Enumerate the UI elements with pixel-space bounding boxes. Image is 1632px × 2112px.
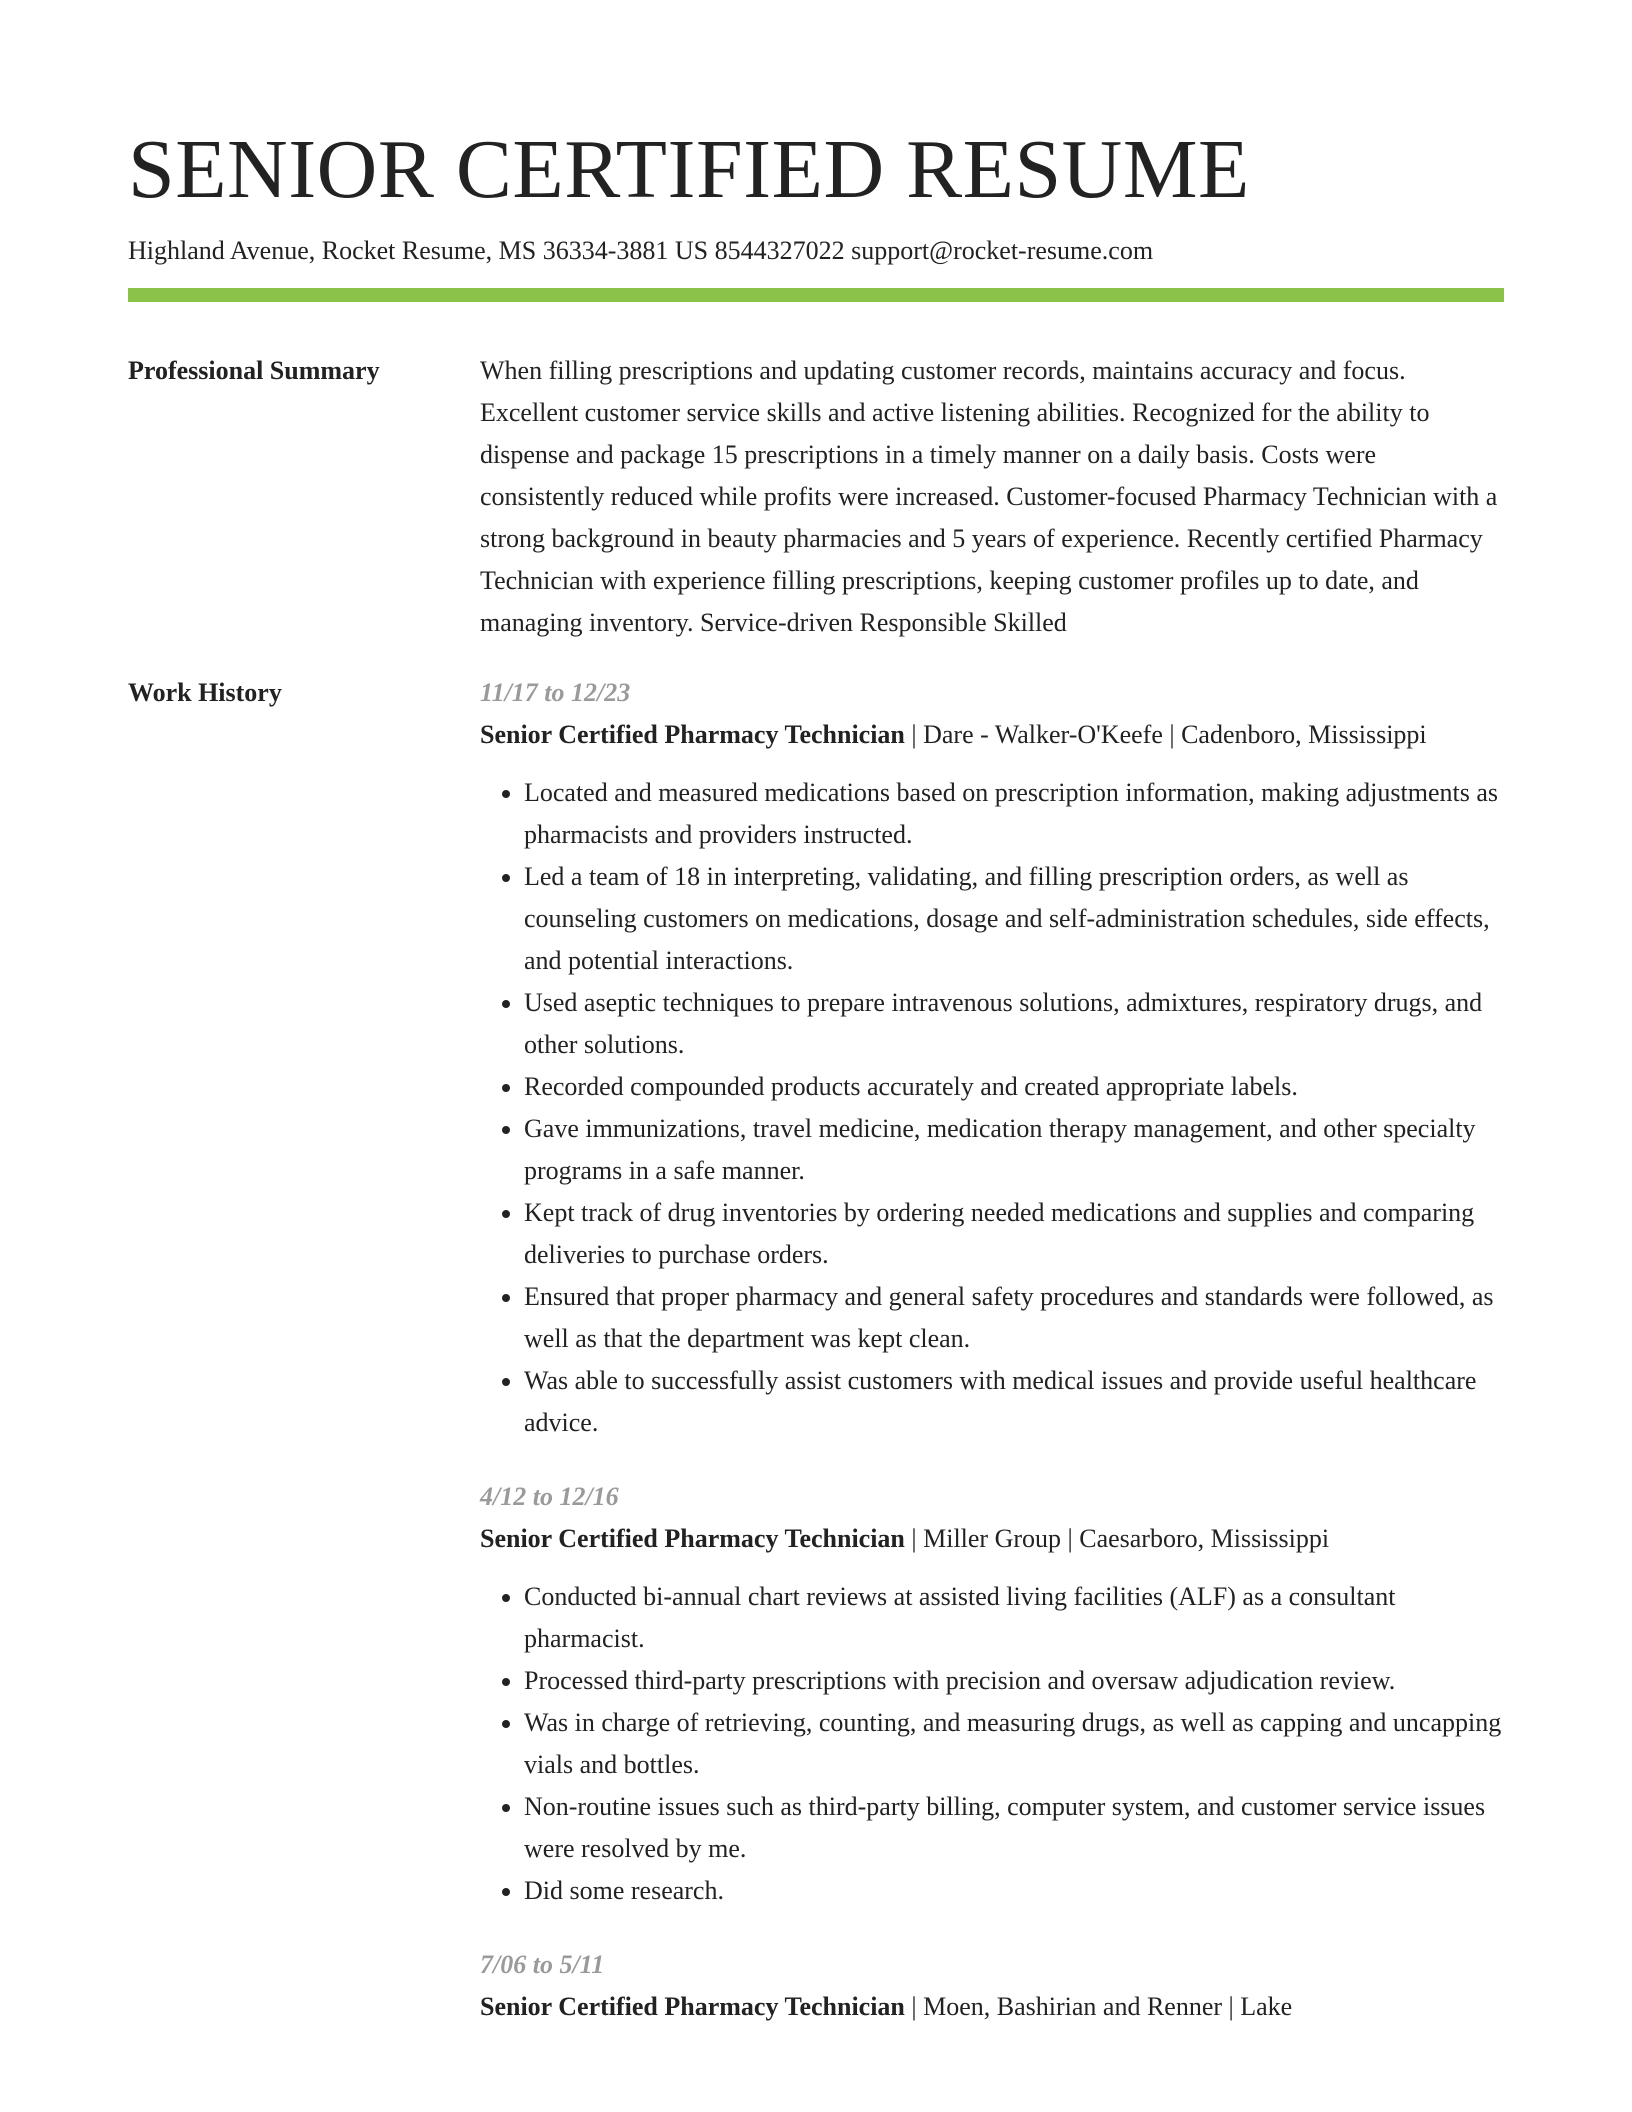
contact-info: Highland Avenue, Rocket Resume, MS 36334-3881 US 8544327022 support@rocket-resume.com [128, 236, 1154, 265]
job-details: | Miller Group | Caesarboro, Mississippi [904, 1524, 1330, 1553]
job-entry [480, 1944, 1504, 2028]
job-entry [480, 1476, 1504, 1912]
job-heading [480, 1518, 1504, 1560]
job-bullet: • Gave immunizations, travel medicine, medication therapy management, and other specialty programs in a safe manner. [524, 1108, 1504, 1192]
job-bullet: • Processed third-party prescriptions with precision and oversaw adjudication review. [524, 1660, 1504, 1702]
job-entry [480, 672, 1504, 1444]
job-bullet: • Led a team of 18 in interpreting, validating, and filling prescription orders, as well as counseling customers on medications, dosage and self-administration schedules, side effects, and potential interactions. [524, 856, 1504, 982]
section-label-work-history: Work History [128, 678, 282, 707]
job-bullet: • Was in charge of retrieving, counting, and measuring drugs, as well as capping and uncapping vials and bottles. [524, 1702, 1504, 1786]
job-bullet: • Used aseptic techniques to prepare intravenous solutions, admixtures, respiratory drugs, and other solutions. [524, 982, 1504, 1066]
work-history-list [480, 672, 1504, 2060]
work-history-section [128, 672, 1504, 2060]
job-bullet: • Was able to successfully assist customers with medical issues and provide useful healthcare advice. [524, 1360, 1504, 1444]
job-title: Senior Certified Pharmacy Technician [480, 1992, 905, 2021]
job-details: | Moen, Bashirian and Renner | Lake [904, 1992, 1293, 2021]
job-title: Senior Certified Pharmacy Technician [480, 720, 905, 749]
header-divider [128, 288, 1504, 302]
job-bullet: • Located and measured medications based on prescription information, making adjustments as pharmacists and providers instructed. [524, 772, 1504, 856]
job-dates: 11/17 to 12/23 [480, 678, 631, 707]
summary-text: When filling prescriptions and updating customer records, maintains accuracy and focus. Excellent customer service skills and active listening abilities. Recognized for the ability to dispense and package 15 prescriptions in a timely manner on a daily basis. Costs were consistently reduced while profits were increased. Customer-focused Pharmacy Technician with a strong background in beauty pharmacies and 5 years of experience. Recently certified Pharmacy Technician with experience filling prescriptions, keeping customer profiles up to date, and managing inventory. Service-driven Responsible Skilled [480, 356, 1498, 637]
resume-page [128, 0, 1504, 2060]
job-bullet: • Non-routine issues such as third-party billing, computer system, and customer service issues were resolved by me. [524, 1786, 1504, 1870]
job-heading [480, 1986, 1504, 2028]
job-bullet: • Recorded compounded products accurately and created appropriate labels. [524, 1066, 1504, 1108]
job-details: | Dare - Walker-O'Keefe | Cadenboro, Mississippi [904, 720, 1427, 749]
job-title: Senior Certified Pharmacy Technician [480, 1524, 905, 1553]
job-heading [480, 714, 1504, 756]
job-dates: 4/12 to 12/16 [480, 1482, 619, 1511]
job-bullet: • Ensured that proper pharmacy and general safety procedures and standards were followed, as well as that the department was kept clean. [524, 1276, 1504, 1360]
job-bullet: • Kept track of drug inventories by ordering needed medications and supplies and comparing deliveries to purchase orders. [524, 1192, 1504, 1276]
professional-summary-section [128, 350, 1504, 644]
job-bullets [480, 772, 1504, 1444]
job-bullet: • Conducted bi-annual chart reviews at assisted living facilities (ALF) as a consultant pharmacist. [524, 1576, 1504, 1660]
resume-name-heading: SENIOR CERTIFIED RESUME [128, 123, 1250, 216]
section-label-summary: Professional Summary [128, 356, 380, 385]
job-bullet: • Did some research. [524, 1870, 1504, 1912]
job-dates: 7/06 to 5/11 [480, 1950, 605, 1979]
job-bullets [480, 1576, 1504, 1912]
